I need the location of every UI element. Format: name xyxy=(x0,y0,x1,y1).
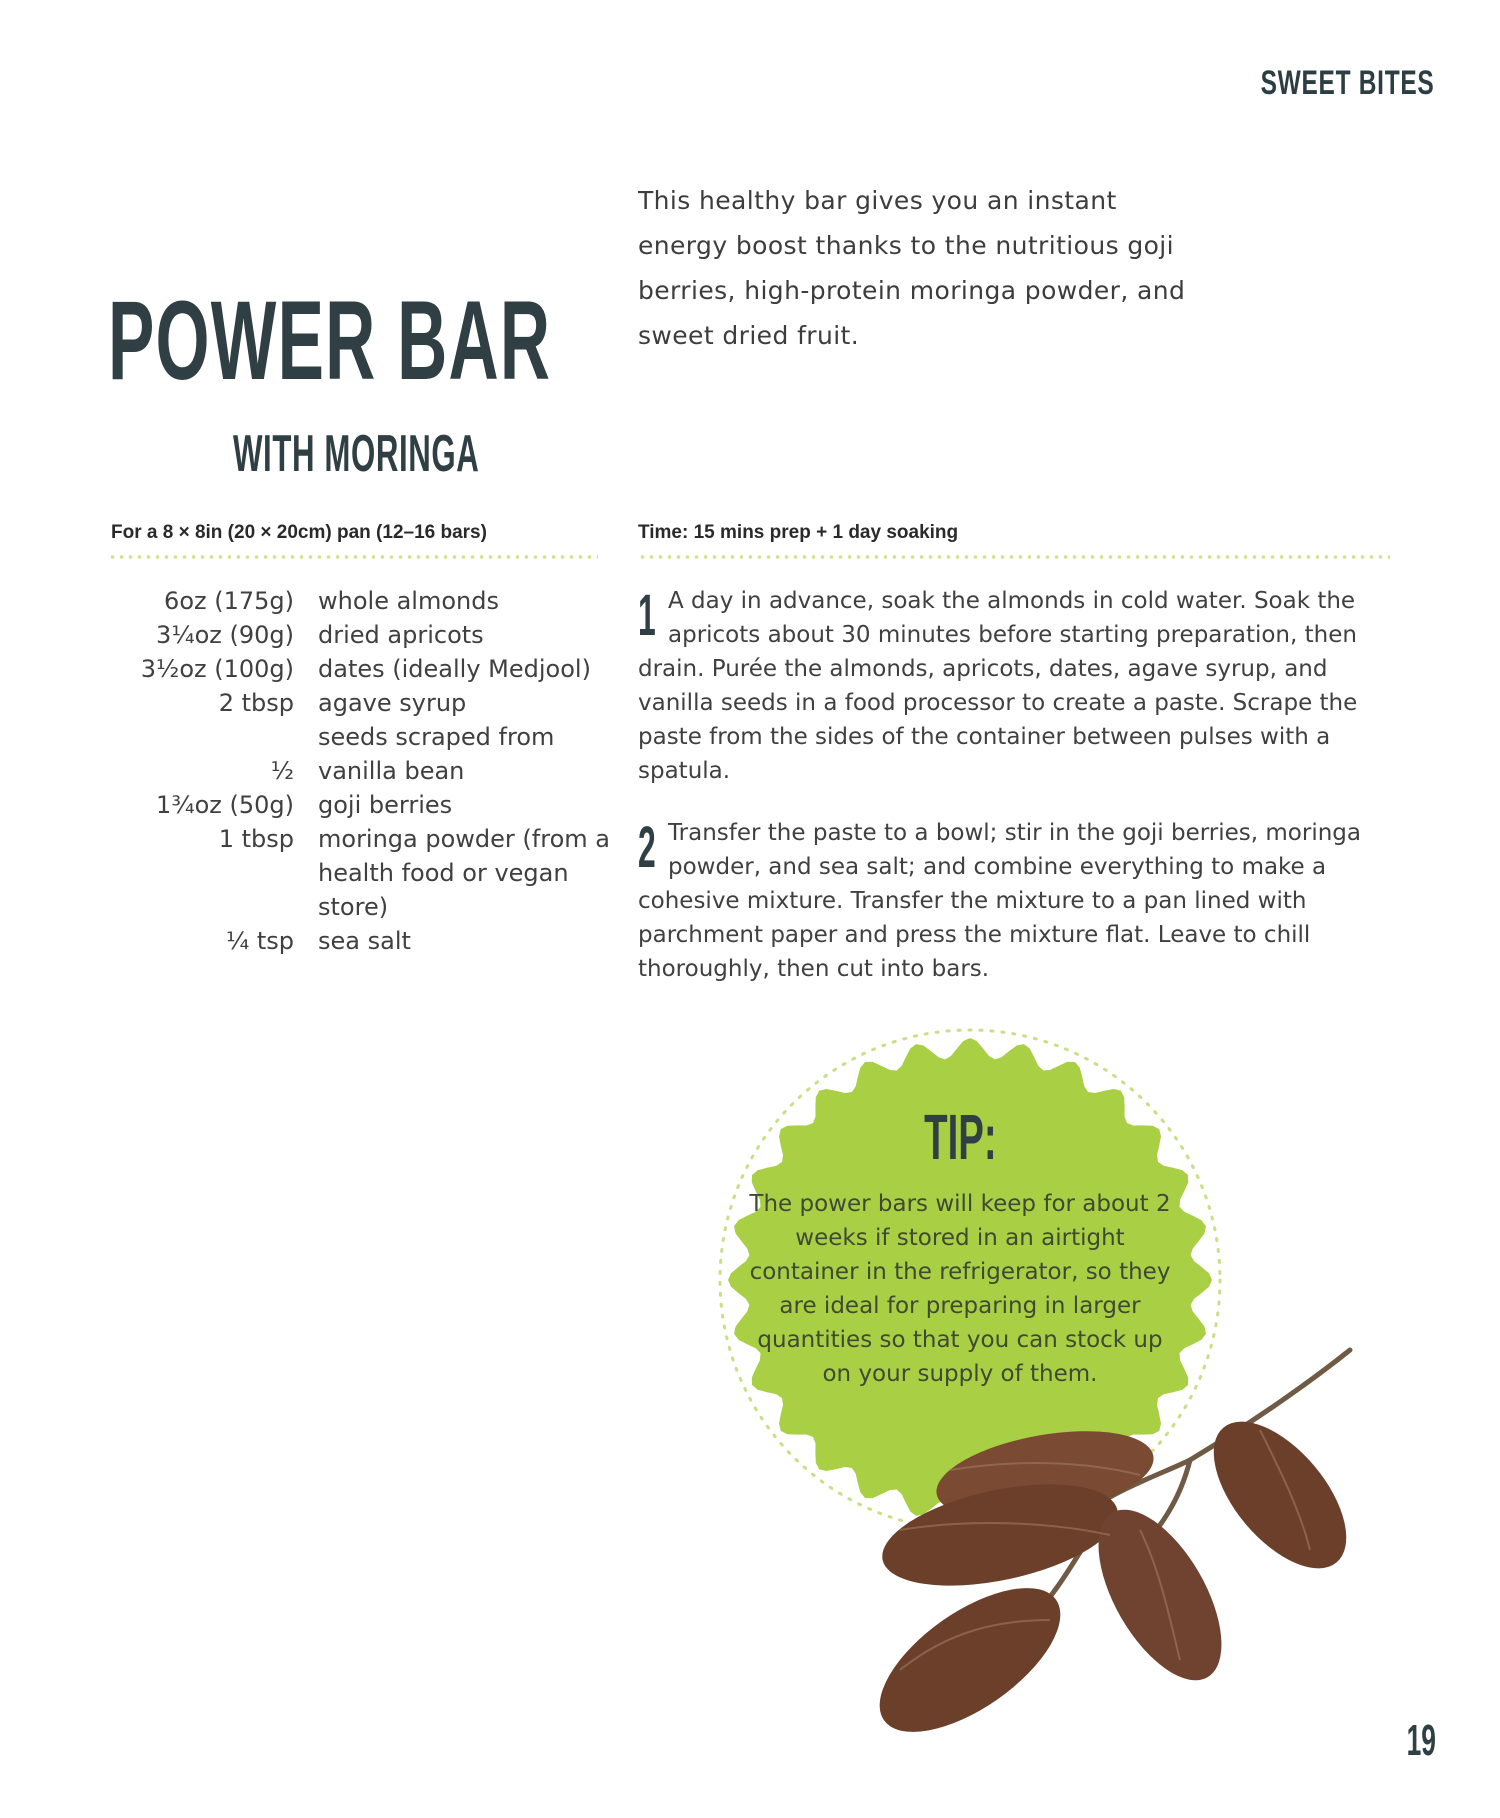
page-number: 19 xyxy=(1406,1716,1436,1765)
recipe-title: POWER BAR xyxy=(108,278,552,403)
ingredient-name: sea salt xyxy=(318,927,411,955)
ingredient-row xyxy=(110,584,610,618)
section-title: SWEET BITES xyxy=(1260,64,1434,102)
time-label: Time: 15 mins prep + 1 day soaking xyxy=(638,522,959,543)
date-fruits xyxy=(860,1399,1371,1760)
ingredient-name: moringa powder (from a health food or vegan store) xyxy=(318,825,610,921)
recipe-intro: This healthy bar gives you an instant energy boost thanks to the nutritious goji berries, high-protein moringa powder, and sweet dried fruit. xyxy=(638,186,1186,350)
step-number: 2 xyxy=(638,815,656,880)
ingredient-name: whole almonds xyxy=(318,587,499,615)
ingredient-row xyxy=(110,618,610,652)
ingredient-row xyxy=(110,652,610,686)
step-text: A day in advance, soak the almonds in cold water. Soak the apricots about 30 minutes before starting preparation, then drain. Purée the almonds, apricots, dates, agave syrup, and vanilla seeds in a food processor to create a paste. Scrape the paste from the sides of the container between pulses with a spatula. xyxy=(638,588,1358,784)
method-step xyxy=(638,816,1398,986)
ingredient-row xyxy=(110,924,610,958)
yield-label: For a 8 × 8in (20 × 20cm) pan (12–16 bars) xyxy=(111,522,487,543)
ingredient-qty: 6oz (175g) xyxy=(164,587,294,615)
tip-text: The power bars will keep for about 2 weeks if stored in an airtight container in the refrigerator, so they are ideal for preparing in larger quantities so that you can stock up on your supply of them. xyxy=(749,1191,1171,1387)
tip-heading: TIP: xyxy=(923,1101,997,1173)
ingredient-row xyxy=(110,788,610,822)
ingredient-qty: 3¼oz (90g) xyxy=(156,621,294,649)
ingredient-row xyxy=(110,720,610,788)
method-steps xyxy=(638,584,1398,1014)
method-step xyxy=(638,584,1398,788)
ingredient-qty: ¼ tsp xyxy=(225,927,294,955)
ingredient-qty: 3½oz (100g) xyxy=(140,655,294,683)
ingredient-qty: ½ xyxy=(270,757,294,785)
ingredient-qty: 1 tbsp xyxy=(218,825,294,853)
ingredient-name: goji berries xyxy=(318,791,453,819)
step-text: Transfer the paste to a bowl; stir in the goji berries, moringa powder, and sea salt; and combine everything to make a cohesive mixture. Transfer the mixture to a pan lined with parchment paper and press the mixture flat. Leave to chill thoroughly, then cut into bars. xyxy=(638,820,1361,982)
ingredient-row xyxy=(110,822,610,924)
ingredient-name: seeds scraped from vanilla bean xyxy=(318,723,555,785)
divider-dots xyxy=(108,553,598,561)
ingredient-name: dried apricots xyxy=(318,621,484,649)
step-number: 1 xyxy=(638,583,656,648)
ingredient-name: agave syrup xyxy=(318,689,467,717)
ingredient-list xyxy=(110,584,610,958)
divider-dots xyxy=(638,553,1390,561)
ingredient-qty: 1¾oz (50g) xyxy=(156,791,294,819)
ingredient-qty: 2 tbsp xyxy=(218,689,294,717)
recipe-subtitle: WITH MORINGA xyxy=(233,425,480,483)
ingredient-name: dates (ideally Medjool) xyxy=(318,655,591,683)
dates-illustration xyxy=(860,1330,1380,1760)
ingredient-row xyxy=(110,686,610,720)
